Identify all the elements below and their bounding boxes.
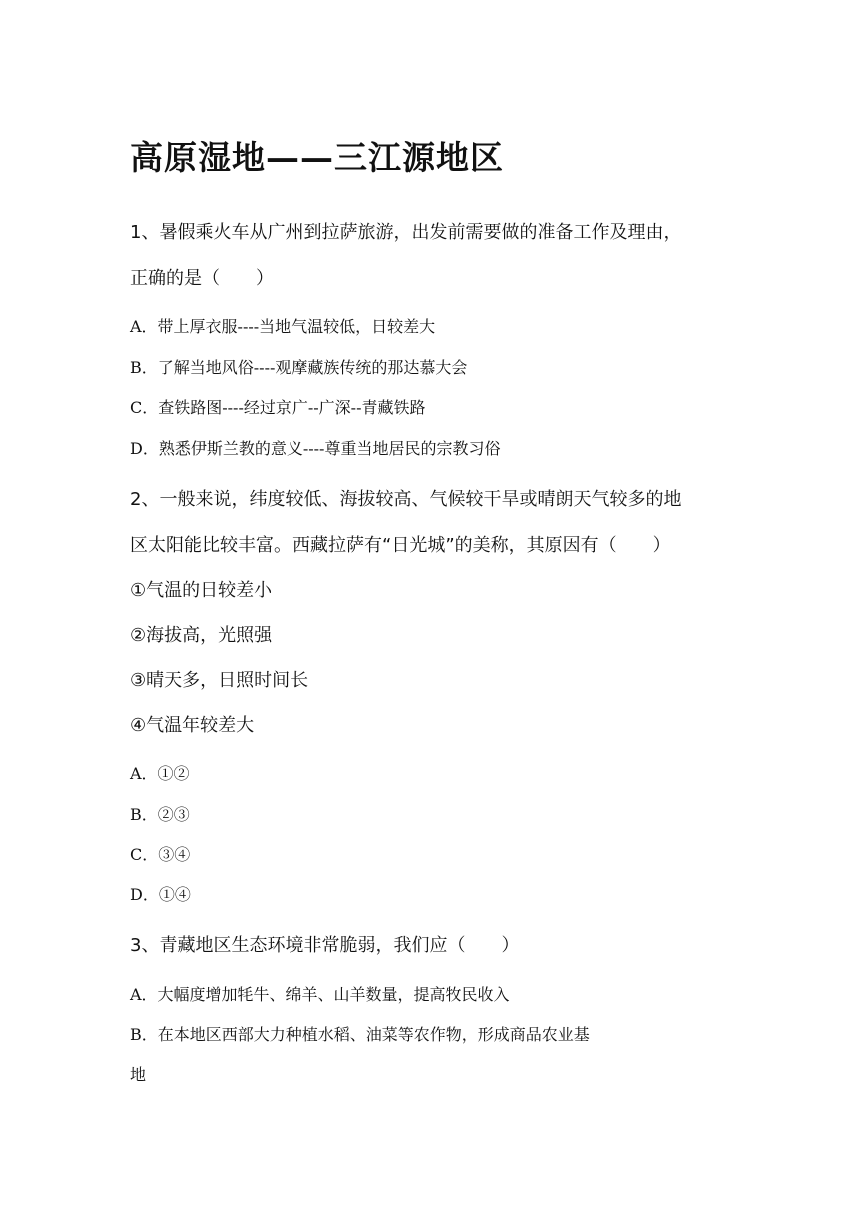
question-3-option-a: A．大幅度增加牦牛、绵羊、山羊数量，提高牧民收入 [130,985,510,1004]
question-2-option-c: C．③④ [130,845,191,864]
question-1-option-d: D．熟悉伊斯兰教的意义----尊重当地居民的宗教习俗 [130,439,501,458]
question-2-statement-3: ③晴天多，日照时间长 [130,670,309,691]
question-2-statement-2: ②海拔高，光照强 [130,625,273,646]
question-3-option-b-continued: 地 [130,1065,147,1084]
question-1-option-c: C．查铁路图----经过京广--广深--青藏铁路 [130,398,426,417]
question-2-option-a: A．①② [130,764,190,783]
page-title: 高原湿地——三江源地区 [130,138,504,177]
question-2-option-d: D．①④ [130,885,191,904]
question-1-stem-line-2: 正确的是（ ） [130,268,274,289]
question-1-option-b: B．了解当地风俗----观摩藏族传统的那达慕大会 [130,358,468,377]
question-2-stem-line-1: 2、一般来说，纬度较低、海拔较高、气候较干旱或晴朗天气较多的地 [130,489,682,510]
question-2-statement-4: ④气温年较差大 [130,715,255,736]
question-2-stem-line-2: 区太阳能比较丰富。西藏拉萨有“日光城”的美称，其原因有（ ） [130,535,671,556]
question-1-stem-line-1: 1、暑假乘火车从广州到拉萨旅游，出发前需要做的准备工作及理由， [130,222,682,243]
question-2-option-b: B．②③ [130,805,190,824]
question-2-statement-1: ①气温的日较差小 [130,580,273,601]
question-1-option-a: A．带上厚衣服----当地气温较低，日较差大 [130,317,436,336]
question-3-option-b: B．在本地区西部大力种植水稻、油菜等农作物，形成商品农业基 [130,1025,590,1044]
question-3-stem: 3、青藏地区生态环境非常脆弱，我们应（ ） [130,935,520,956]
